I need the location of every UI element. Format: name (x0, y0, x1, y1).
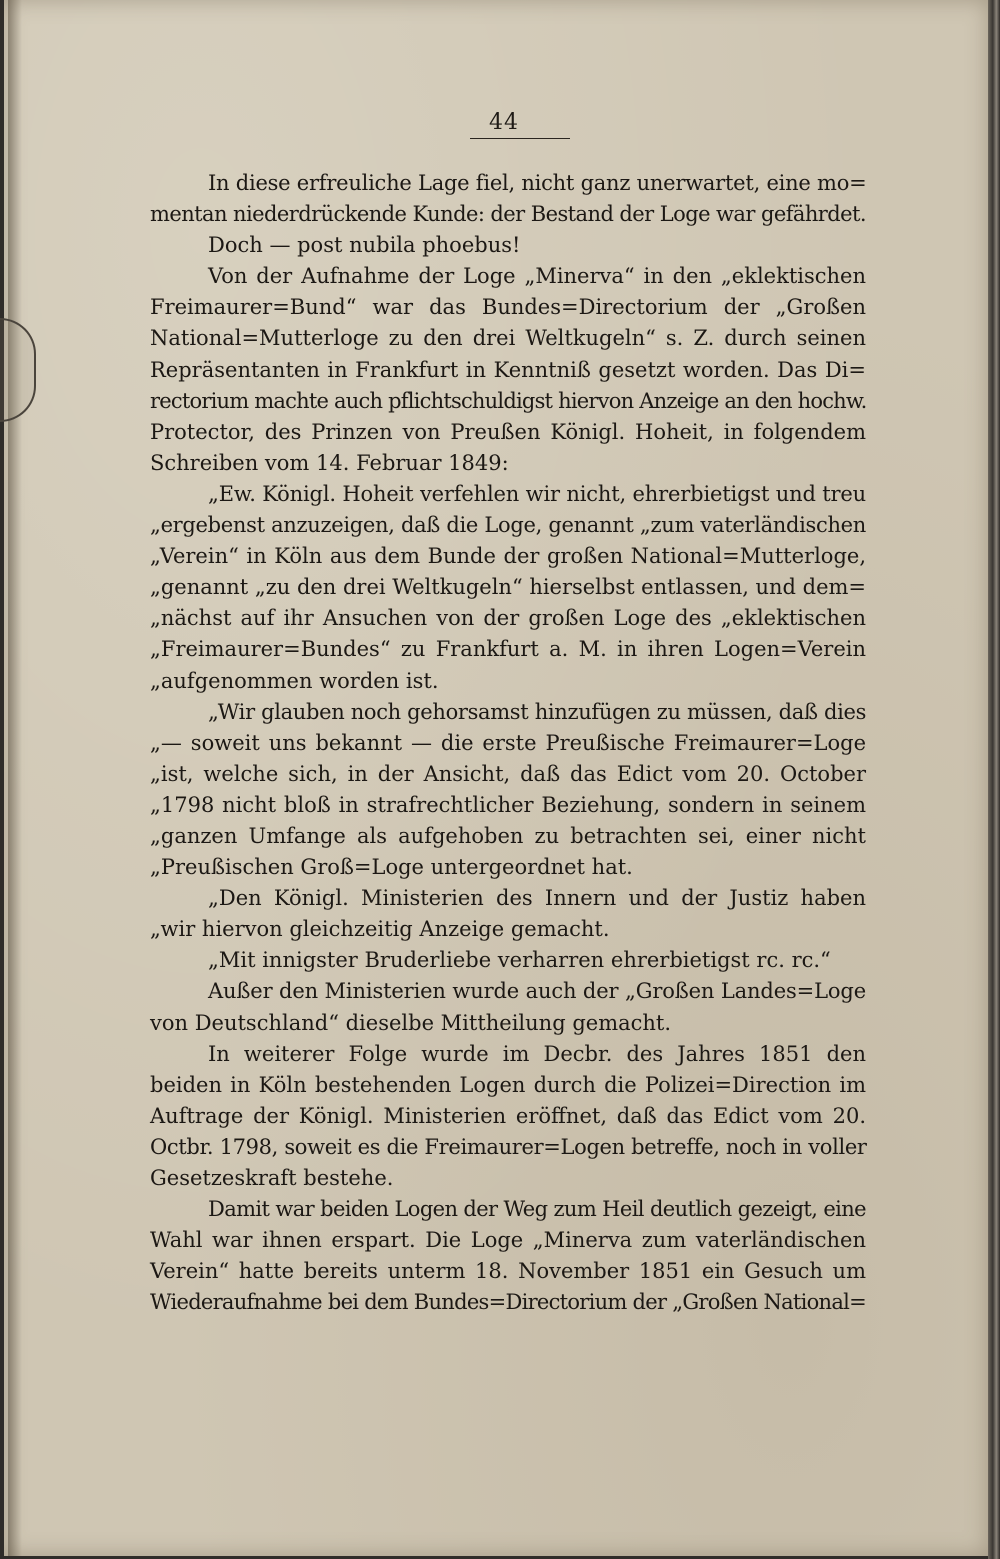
text-line: „1798 nicht bloß in strafrechtlicher Beziehung, sondern in seinem (150, 792, 866, 817)
text-line: „genannt „zu den drei Weltkugeln“ hierselbst entlassen, und dem= (150, 575, 866, 600)
text-line: Doch — post nubila phoebus! (208, 233, 521, 258)
book-page (4, 0, 988, 1556)
text-line: Verein“ hatte bereits unterm 18. November 1851 ein Gesuch um (150, 1259, 866, 1284)
text-line: In diese erfreuliche Lage fiel, nicht ganz unerwartet, eine mo= (208, 171, 867, 195)
text-line: „Mit innigster Bruderliebe verharren ehrerbietigst rc. rc.“ (208, 948, 831, 973)
text-line: National=Mutterloge zu den drei Weltkugeln“ s. Z. durch seinen (150, 326, 866, 351)
text-line: mentan niederdrückende Kunde: der Bestand der Loge war gefährdet. (150, 202, 866, 227)
text-line: Wiederaufnahme bei dem Bundes=Directorium der „Großen National= (150, 1290, 866, 1315)
text-line: Freimaurer=Bund“ war das Bundes=Directorium der „Großen (150, 295, 866, 320)
page-gutter-shadow (8, 0, 22, 1556)
text-line: „ergebenst anzuzeigen, daß die Loge, genannt „zum vaterländischen (150, 513, 866, 538)
text-line: Auftrage der Königl. Ministerien eröffnet, daß das Edict vom 20. (150, 1103, 866, 1128)
text-line: von Deutschland“ dieselbe Mittheilung gemacht. (150, 1010, 672, 1035)
text-line: „Verein“ in Köln aus dem Bunde der großen National=Mutterloge, (150, 544, 866, 569)
text-line: Damit war beiden Logen der Weg zum Heil deutlich gezeigt, eine (208, 1197, 866, 1222)
body-text (150, 168, 866, 1318)
text-line: Octbr. 1798, soweit es die Freimaurer=Logen betreffe, noch in voller (150, 1134, 867, 1159)
page-header (4, 110, 1000, 135)
text-line: „wir hiervon gleichzeitig Anzeige gemacht. (150, 917, 610, 942)
text-line: Wahl war ihnen erspart. Die Loge „Minerva zum vaterländischen (150, 1228, 866, 1253)
text-line: „Preußischen Groß=Loge untergeordnet hat. (150, 855, 633, 880)
text-line: Von der Aufnahme der Loge „Minerva“ in den „eklektischen (208, 264, 866, 289)
text-line: „ganzen Umfange als aufgehoben zu betrachten sei, einer nicht (150, 823, 866, 848)
text-line: rectorium machte auch pflichtschuldigst hiervon Anzeige an den hochw. (150, 388, 867, 413)
text-line: Protector, des Prinzen von Preußen Königl. Hoheit, in folgendem (150, 419, 866, 444)
text-line: „nächst auf ihr Ansuchen von der großen Loge des „eklektischen (150, 606, 866, 631)
text-line: In weiterer Folge wurde im Decbr. des Jahres 1851 den (208, 1041, 866, 1066)
text-line: beiden in Köln bestehenden Logen durch die Polizei=Direction im (150, 1072, 866, 1097)
text-line: Schreiben vom 14. Februar 1849: (150, 450, 509, 475)
page-edge (988, 0, 1000, 1559)
header-rule (470, 138, 570, 139)
text-line: „Ew. Königl. Hoheit verfehlen wir nicht, ehrerbietigst und treu (208, 481, 866, 506)
text-line: „aufgenommen worden ist. (150, 668, 439, 693)
text-line: „Wir glauben noch gehorsamst hinzufügen zu müssen, daß dies (208, 699, 867, 724)
text-line: Repräsentanten in Frankfurt in Kenntniß gesetzt worden. Das Di= (150, 357, 866, 382)
page-number: 44 (489, 110, 519, 135)
text-line: Außer den Ministerien wurde auch der „Großen Landes=Loge (208, 979, 866, 1004)
text-line: „ist, welche sich, in der Ansicht, daß das Edict vom 20. October (150, 761, 866, 786)
text-line: „Den Königl. Ministerien des Innern und der Justiz haben (208, 886, 866, 911)
text-line: Gesetzeskraft bestehe. (150, 1166, 394, 1190)
text-line: „Freimaurer=Bundes“ zu Frankfurt a. M. in ihren Logen=Verein (150, 637, 866, 662)
text-line: „— soweit uns bekannt — die erste Preußische Freimaurer=Loge (150, 730, 866, 755)
